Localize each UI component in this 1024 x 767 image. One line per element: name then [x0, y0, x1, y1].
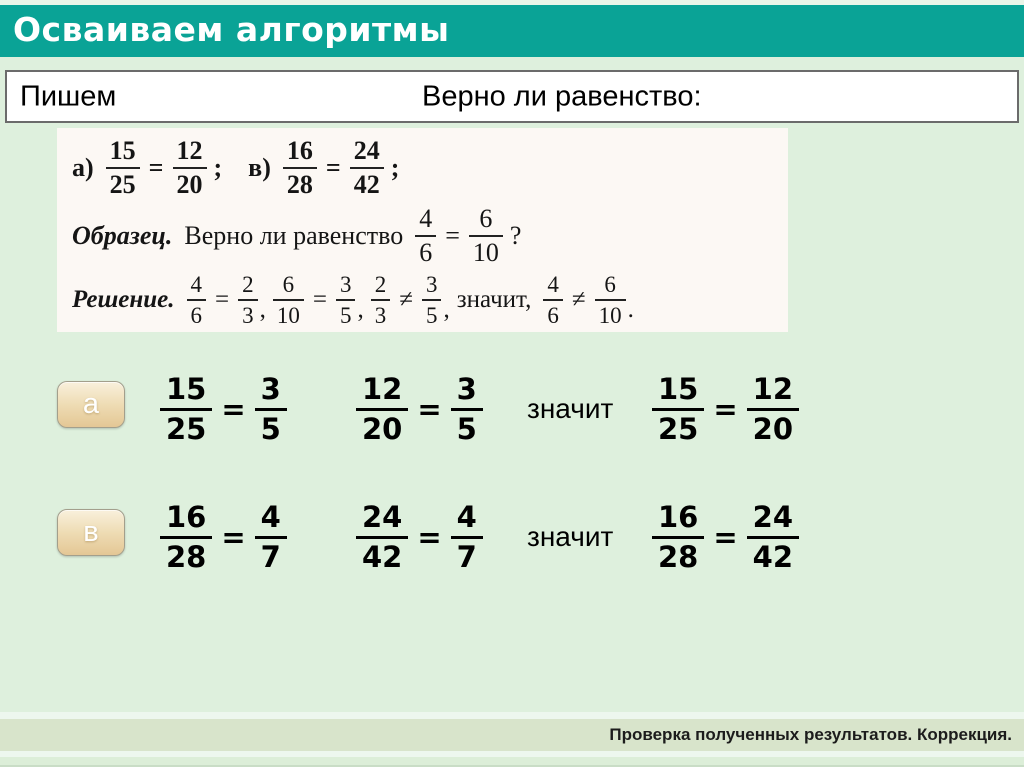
fraction: $\frac{15}{25}$: [160, 375, 212, 444]
equation: [160, 499, 287, 574]
footer-stage-label: Проверка полученных результатов. Коррекция.: [609, 725, 1012, 744]
task-mode-label: Пишем: [20, 80, 117, 112]
fraction: $\frac{6}{10}$: [469, 206, 503, 266]
example-lead: Образец.: [72, 221, 173, 250]
fraction: $\frac{4}{7}$: [451, 503, 483, 572]
equals-sign: =: [417, 392, 442, 426]
comma: ,: [443, 296, 450, 323]
fraction: 6 10: [595, 273, 626, 327]
scan-solution-line: [72, 272, 641, 328]
equals-sign: =: [325, 153, 341, 182]
fraction: $\frac{16}{28}$: [283, 138, 317, 198]
fraction: $\frac{3}{5}$: [451, 375, 483, 444]
solution-lead: Решение.: [72, 286, 175, 313]
equals-sign: =: [312, 286, 327, 313]
comma: ,: [357, 296, 364, 323]
fraction: $\frac{24}{42}$: [356, 503, 408, 572]
therefore-word: значит,: [456, 286, 532, 313]
textbook-scan: [57, 128, 788, 332]
example-text: Верно ли равенство: [184, 221, 404, 250]
header-bar: [0, 5, 1024, 57]
equals-sign: =: [713, 392, 738, 426]
equals-sign: =: [713, 520, 738, 554]
scan-example-line: [72, 204, 521, 268]
fraction: $\frac{15}{25}$: [652, 375, 704, 444]
not-equals-sign: ≠: [571, 286, 586, 313]
equation: [356, 499, 483, 574]
equation: [652, 371, 799, 446]
fraction: $\frac{12}{20}$: [747, 375, 799, 444]
fraction: $\frac{15}{25}$: [106, 138, 140, 198]
separator: ;: [390, 153, 400, 182]
fraction: $\frac{4}{6}$: [187, 273, 207, 327]
equals-sign: =: [215, 286, 230, 313]
fraction: $\frac{16}{28}$: [160, 503, 212, 572]
fraction: $\frac{24}{42}$: [350, 138, 384, 198]
footer-band: [0, 719, 1024, 751]
equation: [160, 371, 287, 446]
option-a-button[interactable]: а: [57, 381, 125, 428]
solution-row-a: [0, 371, 1024, 446]
question-mark: ?: [509, 221, 522, 250]
fraction: $\frac{24}{42}$: [747, 503, 799, 572]
fraction: $\frac{4}{7}$: [255, 503, 287, 572]
task-box: [5, 70, 1019, 123]
problem-b-label: в): [248, 153, 271, 182]
fraction: $\frac{3}{5}$: [255, 375, 287, 444]
problem-a-label: а): [72, 153, 94, 182]
option-b-button[interactable]: в: [57, 509, 125, 556]
therefore-word: значит: [527, 521, 614, 552]
equation: [652, 499, 799, 574]
bottom-edge-strip: [0, 757, 1024, 767]
fraction: $\frac{16}{28}$: [652, 503, 704, 572]
separator: ;: [213, 153, 223, 182]
fraction: 4 6: [543, 273, 563, 327]
fraction: $\frac{2}{3}$: [238, 273, 258, 327]
fraction: $\frac{6}{10}$: [273, 273, 304, 327]
task-question-label: Верно ли равенство:: [422, 80, 702, 112]
solution-row-b: [0, 499, 1024, 574]
equation: [356, 371, 483, 446]
comma: ,: [259, 296, 266, 323]
fraction: 3 5: [422, 273, 442, 327]
footer-divider-strip: [0, 712, 1024, 719]
fraction: $\frac{12}{20}$: [173, 138, 207, 198]
fraction: 2 3: [371, 273, 391, 327]
equals-sign: =: [148, 153, 164, 182]
fraction: $\frac{12}{20}$: [356, 375, 408, 444]
equals-sign: =: [221, 520, 246, 554]
scan-problems-line: [72, 136, 399, 200]
therefore-word: значит: [527, 393, 614, 424]
period: .: [627, 296, 634, 323]
fraction: $\frac{4}{6}$: [415, 206, 436, 266]
slide-title: Осваиваем алгоритмы: [13, 9, 450, 49]
equals-sign: =: [445, 221, 460, 250]
equals-sign: =: [417, 520, 442, 554]
equals-sign: =: [221, 392, 246, 426]
not-equals-sign: ≠: [399, 286, 413, 313]
fraction: $\frac{3}{5}$: [336, 273, 356, 327]
